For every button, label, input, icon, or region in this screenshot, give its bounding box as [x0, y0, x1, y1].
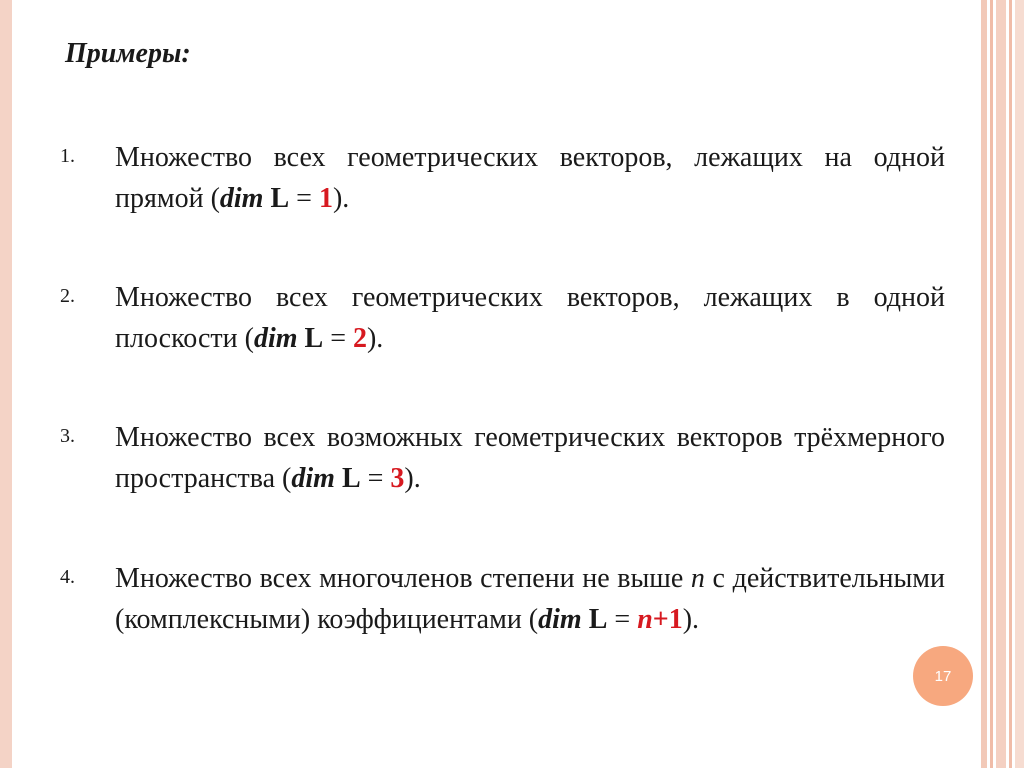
closing-punctuation: ).	[682, 604, 700, 635]
closing-punctuation: ).	[404, 463, 421, 494]
item-number: 2.	[60, 285, 75, 307]
right-stripe-decoration	[996, 0, 1006, 768]
dim-value: 1	[318, 183, 333, 214]
item-body-text: Множество всех геометрических векторов, лежащих в одной плоскости (	[115, 282, 945, 354]
dim-keyword: dim	[291, 463, 335, 494]
item-number: 1.	[60, 145, 75, 167]
equals-sign: =	[296, 183, 312, 214]
item-text	[115, 137, 945, 219]
dim-symbol: L	[341, 463, 361, 494]
item-number: 4.	[60, 566, 75, 588]
dim-symbol: L	[588, 604, 608, 635]
equals-sign: =	[614, 604, 631, 635]
equals-sign: =	[330, 323, 346, 354]
item-body-text: Множество всех геометрических векторов, лежащих на одной прямой (	[115, 142, 945, 214]
right-stripe-decoration	[1015, 0, 1024, 768]
page-number-badge	[913, 646, 973, 706]
left-border-decoration	[0, 0, 12, 768]
plus-sign: +	[652, 604, 669, 635]
dim-value: 2	[352, 323, 367, 354]
right-stripe-decoration	[1009, 0, 1012, 768]
item-text	[115, 558, 945, 640]
item-text	[115, 417, 945, 499]
closing-punctuation: ).	[366, 323, 384, 354]
dim-keyword: dim	[538, 604, 582, 635]
item-number: 3.	[60, 425, 75, 447]
item-text	[115, 277, 945, 359]
dim-value: 1	[668, 604, 683, 635]
right-stripe-decoration	[990, 0, 993, 768]
dim-symbol: L	[304, 323, 324, 354]
variable-n: n	[690, 563, 705, 594]
item-body-text: Множество всех возможных геометрических векторов трёхмерного пространства (	[115, 422, 945, 494]
dim-keyword: dim	[219, 183, 264, 214]
right-stripe-decoration	[981, 0, 987, 768]
page-number: 17	[934, 667, 952, 685]
item-body-text-continued: с действительными (комплексными) коэффициентами (	[115, 563, 946, 635]
closing-punctuation: ).	[332, 183, 350, 214]
dim-variable-n: n	[637, 604, 653, 635]
item-body-text: Множество всех многочленов степени не выше	[115, 563, 684, 594]
dim-value: 3	[390, 463, 405, 494]
equals-sign: =	[367, 463, 384, 494]
dim-keyword: dim	[253, 323, 298, 354]
dim-symbol: L	[270, 183, 290, 214]
slide-title: Примеры:	[65, 38, 191, 69]
